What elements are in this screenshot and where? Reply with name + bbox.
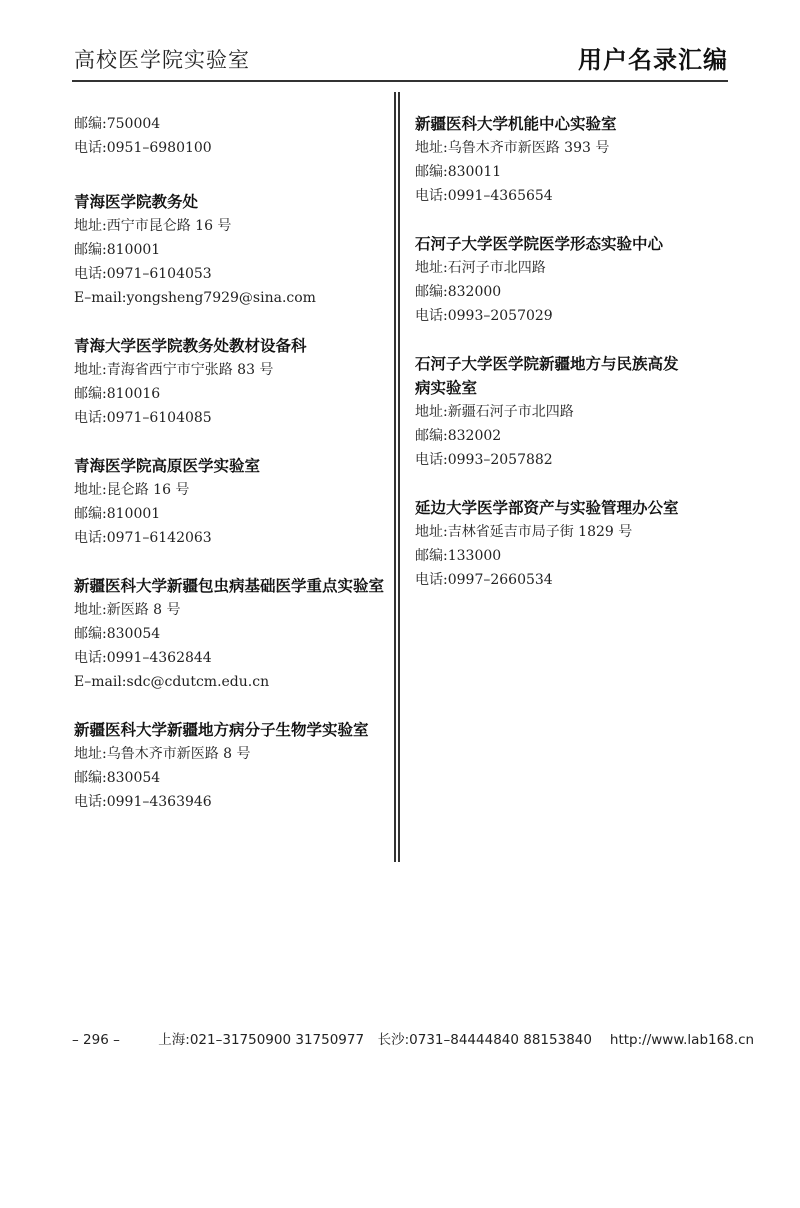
phone: 电话:0993–2057029 xyxy=(415,308,553,324)
address: 地址:新医路 8 号 xyxy=(74,602,181,618)
postcode: 邮编:810001 xyxy=(74,242,161,258)
entry-title: 石河子大学医学院医学形态实验中心 xyxy=(415,235,664,253)
entry-title: 新疆医科大学新疆包虫病基础医学重点实验室 xyxy=(74,577,385,595)
entry-shihezi-ethnic-disease-lab xyxy=(415,352,730,472)
entry-qinghai-university-materials xyxy=(74,334,394,430)
phone: 电话:0951–6980100 xyxy=(74,140,212,156)
changsha-phone: 长沙:0731–84444840 88153840 xyxy=(377,1032,592,1048)
postcode: 邮编:810001 xyxy=(74,506,161,522)
phone: 电话:0991–4365654 xyxy=(415,188,553,204)
column-divider xyxy=(394,92,400,862)
address: 地址:昆仑路 16 号 xyxy=(74,482,190,498)
postcode: 邮编:830011 xyxy=(415,164,502,180)
address: 地址:西宁市昆仑路 16 号 xyxy=(74,218,232,234)
postcode: 邮编:133000 xyxy=(415,548,502,564)
phone: 电话:0997–2660534 xyxy=(415,572,553,588)
entry-qinghai-plateau-lab xyxy=(74,454,394,550)
entry-xinjiang-molecular-biology-lab xyxy=(74,718,394,814)
entry-title: 延边大学医学部资产与实验管理办公室 xyxy=(415,499,679,517)
entry-title: 青海医学院高原医学实验室 xyxy=(74,457,261,475)
email: E–mail:sdc@cdutcm.edu.cn xyxy=(74,674,270,690)
entry-xinjiang-echinococcosis-lab xyxy=(74,574,394,694)
page-header-left: 高校医学院实验室 xyxy=(74,48,250,72)
entry-title-line-2: 病实验室 xyxy=(415,379,478,397)
postcode: 邮编:810016 xyxy=(74,386,161,402)
entry-shihezi-morphology-center xyxy=(415,232,730,328)
phone: 电话:0993–2057882 xyxy=(415,452,553,468)
address: 地址:乌鲁木齐市新医路 8 号 xyxy=(74,746,251,762)
entry-xinjiang-function-center xyxy=(415,112,730,208)
postcode: 邮编:830054 xyxy=(74,626,161,642)
shanghai-phone: 上海:021–31750900 31750977 xyxy=(158,1032,365,1048)
website-link[interactable]: http://www.lab168.cn xyxy=(609,1032,755,1048)
phone: 电话:0971–6142063 xyxy=(74,530,212,546)
postcode: 邮编:832002 xyxy=(415,428,502,444)
address: 地址:吉林省延吉市局子街 1829 号 xyxy=(415,524,633,540)
phone: 电话:0991–4362844 xyxy=(74,650,212,666)
address: 地址:新疆石河子市北四路 xyxy=(415,404,574,420)
phone: 电话:0971–6104085 xyxy=(74,410,212,426)
entry-title: 青海大学医学院教务处教材设备科 xyxy=(74,337,307,355)
address: 地址:乌鲁木齐市新医路 393 号 xyxy=(415,140,610,156)
email: E–mail:yongsheng7929@sina.com xyxy=(74,290,316,306)
header-rule xyxy=(72,80,728,82)
postcode: 邮编:750004 xyxy=(74,116,161,132)
entry-qinghai-medical-academic-affairs xyxy=(74,190,394,310)
entry-continued xyxy=(74,112,394,160)
entry-title: 新疆医科大学新疆地方病分子生物学实验室 xyxy=(74,721,369,739)
right-column xyxy=(415,112,730,616)
left-column xyxy=(74,112,394,838)
address: 地址:石河子市北四路 xyxy=(415,260,546,276)
postcode: 邮编:832000 xyxy=(415,284,502,300)
entry-title: 新疆医科大学机能中心实验室 xyxy=(415,115,617,133)
phone: 电话:0971–6104053 xyxy=(74,266,212,282)
entry-title: 青海医学院教务处 xyxy=(74,193,199,211)
page-footer xyxy=(72,1028,755,1048)
address: 地址:青海省西宁市宁张路 83 号 xyxy=(74,362,274,378)
page-number: – 296 – xyxy=(72,1032,120,1048)
page-header-right: 用户名录汇编 xyxy=(578,46,728,74)
postcode: 邮编:830054 xyxy=(74,770,161,786)
entry-yanbian-asset-office xyxy=(415,496,730,592)
phone: 电话:0991–4363946 xyxy=(74,794,212,810)
entry-title-line-1: 石河子大学医学院新疆地方与民族高发 xyxy=(415,355,679,373)
